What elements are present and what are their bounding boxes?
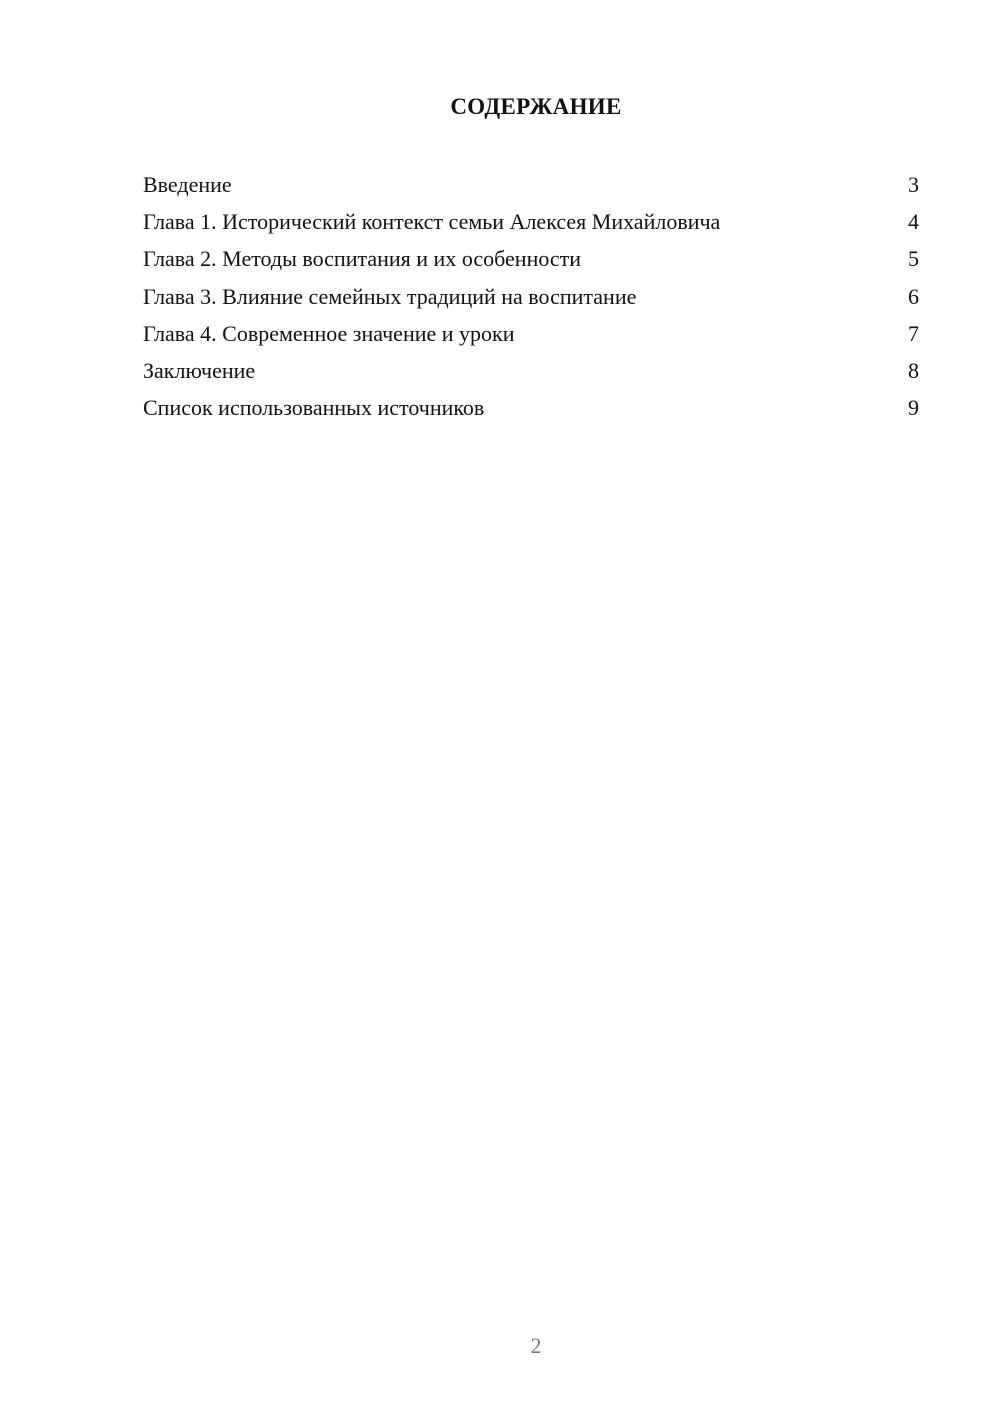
toc-entry	[143, 356, 919, 393]
toc-entry-page: 5	[908, 246, 919, 272]
toc-entry	[143, 393, 919, 430]
toc-entry	[143, 244, 919, 281]
toc-entry	[143, 170, 919, 207]
toc-entry-label: Глава 1. Исторический контекст семьи Алексея Михайловича	[143, 209, 721, 235]
toc-entry-page: 6	[908, 283, 919, 309]
toc-entry	[143, 319, 919, 356]
page-number: 2	[530, 1333, 542, 1358]
toc-entry-page: 4	[908, 209, 919, 235]
toc-entry-label: Заключение	[143, 357, 256, 383]
toc-entry-label: Список использованных источников	[143, 395, 485, 421]
toc-entry-page: 7	[908, 320, 919, 346]
toc-entry-page: 3	[908, 172, 919, 197]
toc-entry-label: Глава 3. Влияние семейных традиций на воспитание	[143, 283, 637, 309]
toc-entry-label: Глава 2. Методы воспитания и их особенности	[143, 246, 582, 272]
toc-entry-label: Глава 4. Современное значение и уроки	[143, 320, 515, 346]
toc-entry-page: 8	[908, 357, 919, 383]
table-of-contents	[143, 170, 919, 430]
toc-entry-page: 9	[908, 395, 919, 421]
toc-entry	[143, 282, 919, 319]
toc-entry	[143, 207, 919, 244]
page-title: СОДЕРЖАНИЕ	[450, 94, 622, 119]
toc-entry-label: Введение	[143, 172, 232, 197]
